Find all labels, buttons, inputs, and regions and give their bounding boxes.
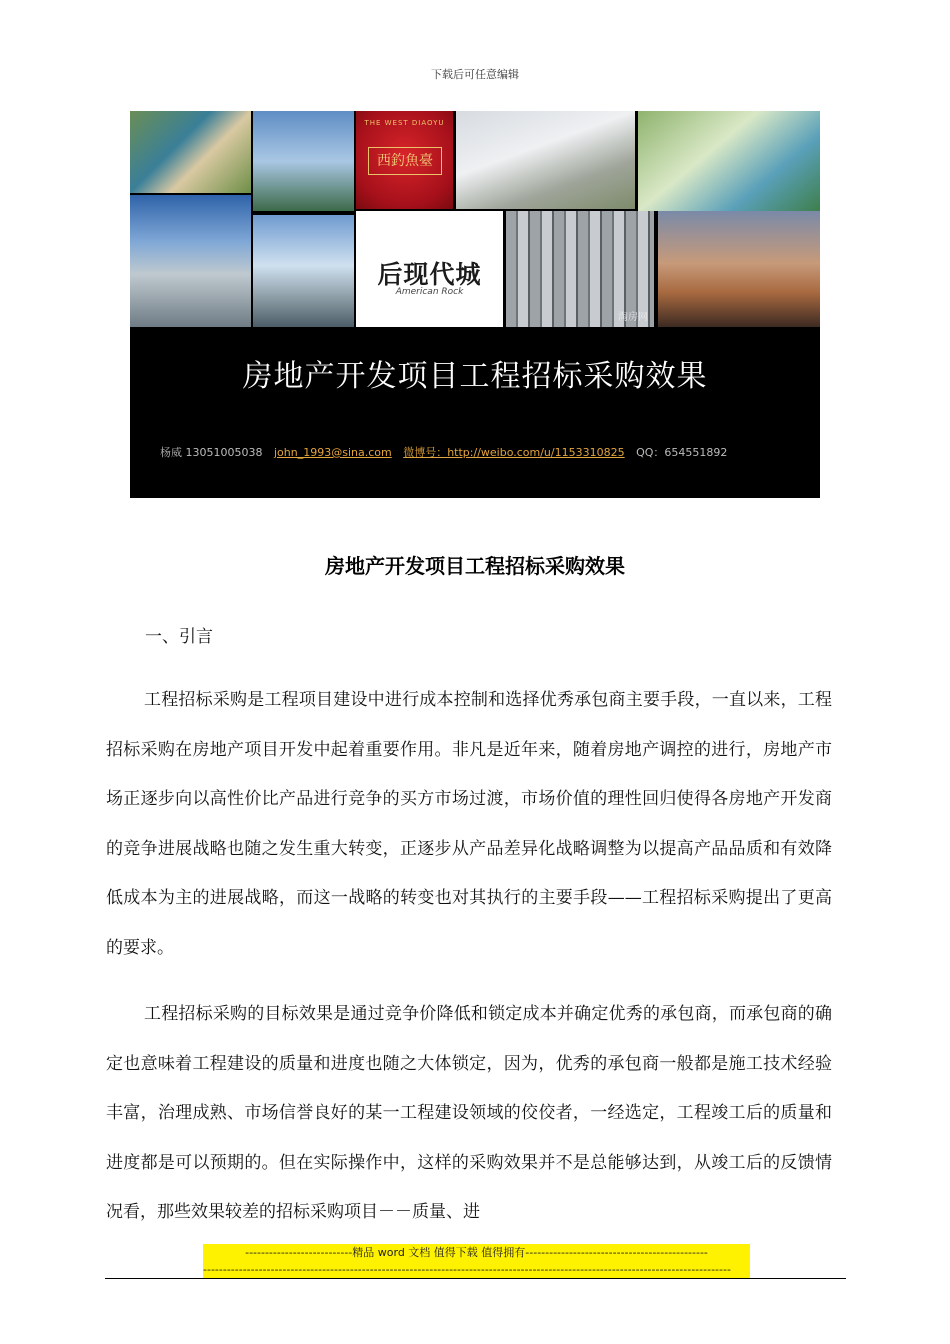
apartment-facade-image: [506, 211, 654, 327]
logo-main-text: 后现代城: [377, 260, 482, 289]
highrise-complex-image: [253, 215, 354, 327]
header-note: 下载后可任意编辑: [431, 68, 519, 81]
residential-render-image: [456, 111, 635, 209]
logo-red-subtitle: THE WEST DIAOYU: [364, 119, 445, 127]
city-skyline-image: [253, 111, 354, 211]
cover-banner: [130, 111, 820, 498]
contact-name-phone: 杨威 13051005038: [160, 446, 263, 459]
watermark: 淘房网: [618, 312, 648, 323]
footer-line-2: -------------------------------------------------------------------------------------------------------------------------------------: [203, 1263, 731, 1276]
banner-title: 房地产开发项目工程招标采购效果: [242, 359, 708, 394]
contact-email-link[interactable]: john_1993@sina.com: [273, 446, 392, 459]
footer-banner: [203, 1244, 750, 1278]
contact-line: [160, 444, 735, 460]
tower-building-image: [130, 195, 251, 327]
section-heading: 一、引言: [145, 627, 213, 647]
contact-qq: QQ：654551892: [636, 446, 728, 459]
paragraph: 工程招标采购是工程项目建设中进行成本控制和选择优秀承包商主要手段，一直以来，工程招标采购在房地产项目开发中起着重要作用。非凡是近年来，随着房地产调控的进行，房地产市场正逐步向以高性价比产品进行竞争的买方市场过渡，市场价值的理性回归使得各房地产开发商的竞争进展战略也随之发生重大转变，正逐步从产品差异化战略调整为以提高产品品质和有效降低成本为主的进展战略，而这一战略的转变也对其执行的主要手段——工程招标采购提出了更高的要求。: [106, 690, 832, 958]
footer-line-1: ---------------------------精品 word 文档 值得下载 值得拥有----------------------------------------------: [245, 1246, 708, 1259]
document-title: 房地产开发项目工程招标采购效果: [325, 554, 625, 578]
west-diaoyu-logo: [356, 111, 453, 209]
footer-divider: [105, 1278, 846, 1279]
sunset-towers-image: [658, 211, 820, 327]
contact-weibo-link[interactable]: 微博号：http://weibo.com/u/1153310825: [403, 446, 625, 459]
paragraph: 工程招标采购的目标效果是通过竞争价降低和锁定成本并确定优秀的承包商，而承包商的确定也意味着工程建设的质量和进度也随之大体锁定，因为，优秀的承包商一般都是施工技术经验丰富，治理成熟、市场信誉良好的某一工程建设领域的佼佼者，一经选定，工程竣工后的质量和进度都是可以预期的。但在实际操作中，这样的采购效果并不是总能够达到，从竣工后的反馈情况看，那些效果较差的招标采购项目－－质量、进: [106, 1004, 832, 1222]
postmodern-city-logo: [356, 211, 503, 327]
aerial-riverside-image: [130, 111, 251, 193]
logo-sub-text: American Rock: [395, 287, 464, 297]
logo-red-text: 西釣魚臺: [368, 147, 442, 175]
master-plan-image: [638, 111, 820, 211]
